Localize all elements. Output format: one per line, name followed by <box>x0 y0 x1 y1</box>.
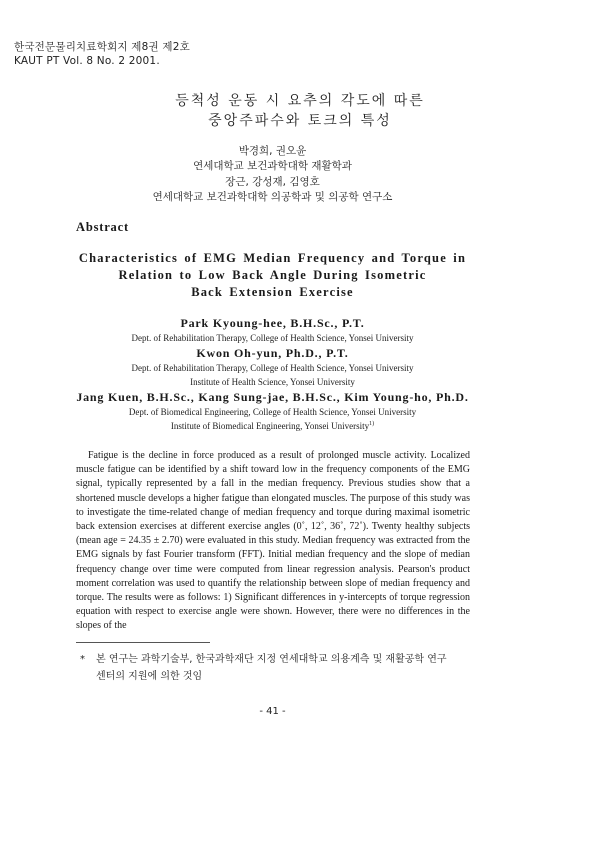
footnote <box>80 651 480 685</box>
affiliation-jang-1: Dept. of Biomedical Engineering, College of Health Science, Yonsei University <box>128 407 417 417</box>
korean-affiliation-1: 연세대학교 보건과학대학 재활학과 <box>193 160 352 172</box>
english-title-line-1: Characteristics of EMG Median Frequency and Torque in <box>78 251 467 265</box>
affiliation-park: Dept. of Rehabilitation Therapy, College of Health Science, Yonsei University <box>131 333 414 343</box>
english-title-line-3: Back Extension Exercise <box>191 285 354 299</box>
affiliation-jang-2 <box>0 421 545 431</box>
abstract-heading: Abstract <box>76 220 129 234</box>
author-park: Park Kyoung-hee, B.H.Sc., P.T. <box>180 316 365 330</box>
footnote-line-1: 본 연구는 과학기술부, 한국과학재단 지정 연세대학교 의용계측 및 재활공학 연구 <box>96 654 447 665</box>
journal-volume: KAUT PT Vol. 8 No. 2 2001. <box>14 55 160 67</box>
abstract-body: Fatigue is the decline in force produced as a result of prolonged muscle activity. Localized muscle fatigue can be identified by a shift toward low in the frequency components of the EMG signal, typically represented by a fall in the median frequency. Previous studies show that a shortened muscle develops a higher fatigue than elongated muscles. The purpose of this study was to investigate the time-related change of median frequency and torque during maximal isometric back extension exercises at different exercise angles (0˚, 12˚, 36˚, 72˚). Twenty healthy subjects (mean age = 24.35 ± 2.70) were evaluated in this study. Median frequency was extracted from the EMG signals by fast Fourier transform (FFT). Initial median frequency and the slope of median frequency change over time were computed from linear regression analysis. Pearson's product moment correlation was used to quantify the relationship between slope of median frequency and torque. The results were as follows: 1) Significant differences in y-intercepts of torque regression equation with respect to exercise angle were shown. However, there were no differences in the slopes of the <box>76 450 470 632</box>
journal-name-korean: 한국전문물리치료학회지 제8권 제2호 <box>14 41 190 53</box>
korean-title-line-2: 중앙주파수와 토크의 특성 <box>208 113 392 129</box>
footnote-divider <box>76 642 210 643</box>
affiliation-kwon-2: Institute of Health Science, Yonsei University <box>190 377 355 387</box>
korean-affiliation-2: 연세대학교 보건과학대학 의공학과 및 의공학 연구소 <box>152 191 393 203</box>
affiliation-kwon-1: Dept. of Rehabilitation Therapy, College of Health Science, Yonsei University <box>131 363 414 373</box>
korean-author-names-2: 장근, 강성재, 김영호 <box>225 176 320 188</box>
affiliation-footnote-ref: 1) <box>369 421 375 427</box>
footnote-marker: * <box>80 654 85 665</box>
page-number: - 41 - <box>259 706 286 717</box>
korean-title-line-1: 등척성 운동 시 요추의 각도에 따른 <box>175 93 425 109</box>
english-title-line-2: Relation to Low Back Angle During Isometric <box>118 268 427 282</box>
journal-header <box>14 40 190 68</box>
korean-author-names-1: 박경희, 권오윤 <box>238 145 307 157</box>
affiliation-jang-2-text: Institute of Biomedical Engineering, Yonsei University <box>170 421 370 431</box>
authors-jang-kang-kim: Jang Kuen, B.H.Sc., Kang Sung-jae, B.H.Sc., Kim Young-ho, Ph.D. <box>76 390 469 404</box>
footnote-line-2: 센터의 지원에 의한 것임 <box>96 671 203 682</box>
author-kwon: Kwon Oh-yun, Ph.D., P.T. <box>196 346 349 360</box>
